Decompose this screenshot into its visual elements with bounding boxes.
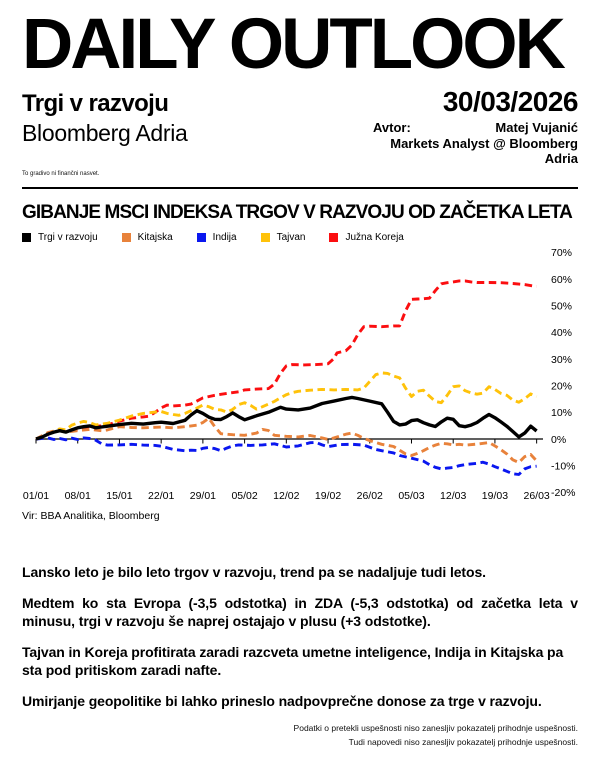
header-row-3 — [22, 120, 578, 166]
ytd-msci-line-chart — [0, 247, 600, 505]
masthead-title: DAILY OUTLOOK — [22, 5, 563, 84]
brand-name: Bloomberg Adria — [22, 120, 188, 147]
legend-swatch — [261, 233, 270, 242]
legend-item — [329, 232, 403, 243]
footer-line-2: Tudi napovedi niso zanesljiv pokazatelj prihodnje uspešnosti. — [348, 736, 578, 747]
legend-label: Trgi v razvoju — [38, 232, 98, 244]
body-paragraph-3: Tajvan in Koreja profitirata zaradi razcveta umetne inteligence, Indija in Kitajska pa sta pod pritiskom zaradi nafte. — [22, 644, 564, 679]
body-paragraph-1: Lansko leto je bilo leto trgov v razvoju, trend pa se nadaljuje tudi letos. — [22, 564, 486, 581]
y-tick-label: 70% — [551, 247, 573, 260]
x-tick-label: 05/02 — [231, 490, 258, 503]
y-tick-label: 0% — [551, 434, 567, 447]
author-label: Avtor: — [373, 120, 411, 136]
x-tick-label: 01/01 — [22, 490, 50, 503]
x-tick-label: 22/01 — [148, 490, 175, 503]
footer-disclaimer — [22, 722, 578, 749]
legend-item — [197, 232, 237, 243]
legend-label: Indija — [212, 232, 237, 244]
x-tick-label: 15/01 — [106, 490, 133, 503]
header-disclaimer: To gradivo ni finančni nasvet. — [22, 171, 100, 178]
author-name: Matej Vujanić — [495, 120, 578, 136]
legend-swatch — [22, 233, 31, 242]
chart-legend — [22, 232, 578, 243]
newsletter-page — [0, 5, 600, 749]
y-tick-label: 30% — [551, 354, 573, 367]
legend-swatch — [197, 233, 206, 242]
author-block — [373, 120, 578, 166]
x-tick-label: 29/01 — [189, 490, 217, 503]
edition-subtitle: Trgi v razvoju — [22, 90, 169, 118]
header-row-2 — [22, 86, 578, 118]
y-tick-label: -20% — [551, 487, 576, 500]
footer-line-1: Podatki o pretekli uspešnosti niso zanesljiv pokazatelj prihodnje uspešnosti. — [293, 722, 578, 733]
legend-label: Tajvan — [276, 232, 306, 244]
y-tick-label: 60% — [551, 274, 573, 287]
y-tick-label: 20% — [551, 380, 573, 393]
x-tick-label: 26/03 — [523, 490, 550, 503]
x-tick-label: 26/02 — [356, 490, 383, 503]
body-paragraph-2: Medtem ko sta Evropa (-3,5 odstotka) in ZDA (-5,3 odstotka) od začetka leta v minusu, trgi v razvoju še naprej ostajajo v plusu (+3 odstotke). — [22, 595, 578, 630]
x-tick-label: 08/01 — [64, 490, 91, 503]
divider-rule — [22, 187, 578, 189]
legend-item — [122, 232, 173, 243]
author-role: Markets Analyst @ Bloomberg Adria — [390, 135, 578, 166]
legend-swatch — [122, 233, 131, 242]
legend-item — [261, 232, 306, 243]
issue-date: 30/03/2026 — [442, 86, 578, 118]
y-tick-label: -10% — [551, 460, 576, 473]
legend-swatch — [329, 233, 338, 242]
x-tick-label: 05/03 — [398, 490, 425, 503]
series-line-južna-koreja — [36, 281, 537, 439]
legend-label: Južna Koreja — [345, 232, 404, 244]
chart-area — [0, 247, 600, 510]
body-paragraph-4: Umirjanje geopolitike bi lahko prineslo nadpovprečne donose za trge v razvoju. — [22, 693, 542, 709]
y-tick-label: 10% — [551, 407, 573, 420]
chart-source: Vir: BBA Analitika, Bloomberg — [22, 510, 160, 523]
y-tick-label: 40% — [551, 327, 573, 340]
x-tick-label: 12/02 — [273, 490, 300, 503]
legend-label: Kitajska — [137, 232, 173, 244]
x-tick-label: 19/02 — [314, 490, 342, 503]
y-tick-label: 50% — [551, 300, 573, 313]
author-line — [373, 120, 578, 135]
legend-item — [22, 232, 98, 243]
series-line-trgi-v-razvoju — [36, 398, 537, 440]
x-tick-label: 19/03 — [481, 490, 509, 503]
x-tick-label: 12/03 — [440, 490, 467, 503]
chart-title: GIBANJE MSCI INDEKSA TRGOV V RAZVOJU OD ZAČETKA LETA — [22, 202, 572, 224]
